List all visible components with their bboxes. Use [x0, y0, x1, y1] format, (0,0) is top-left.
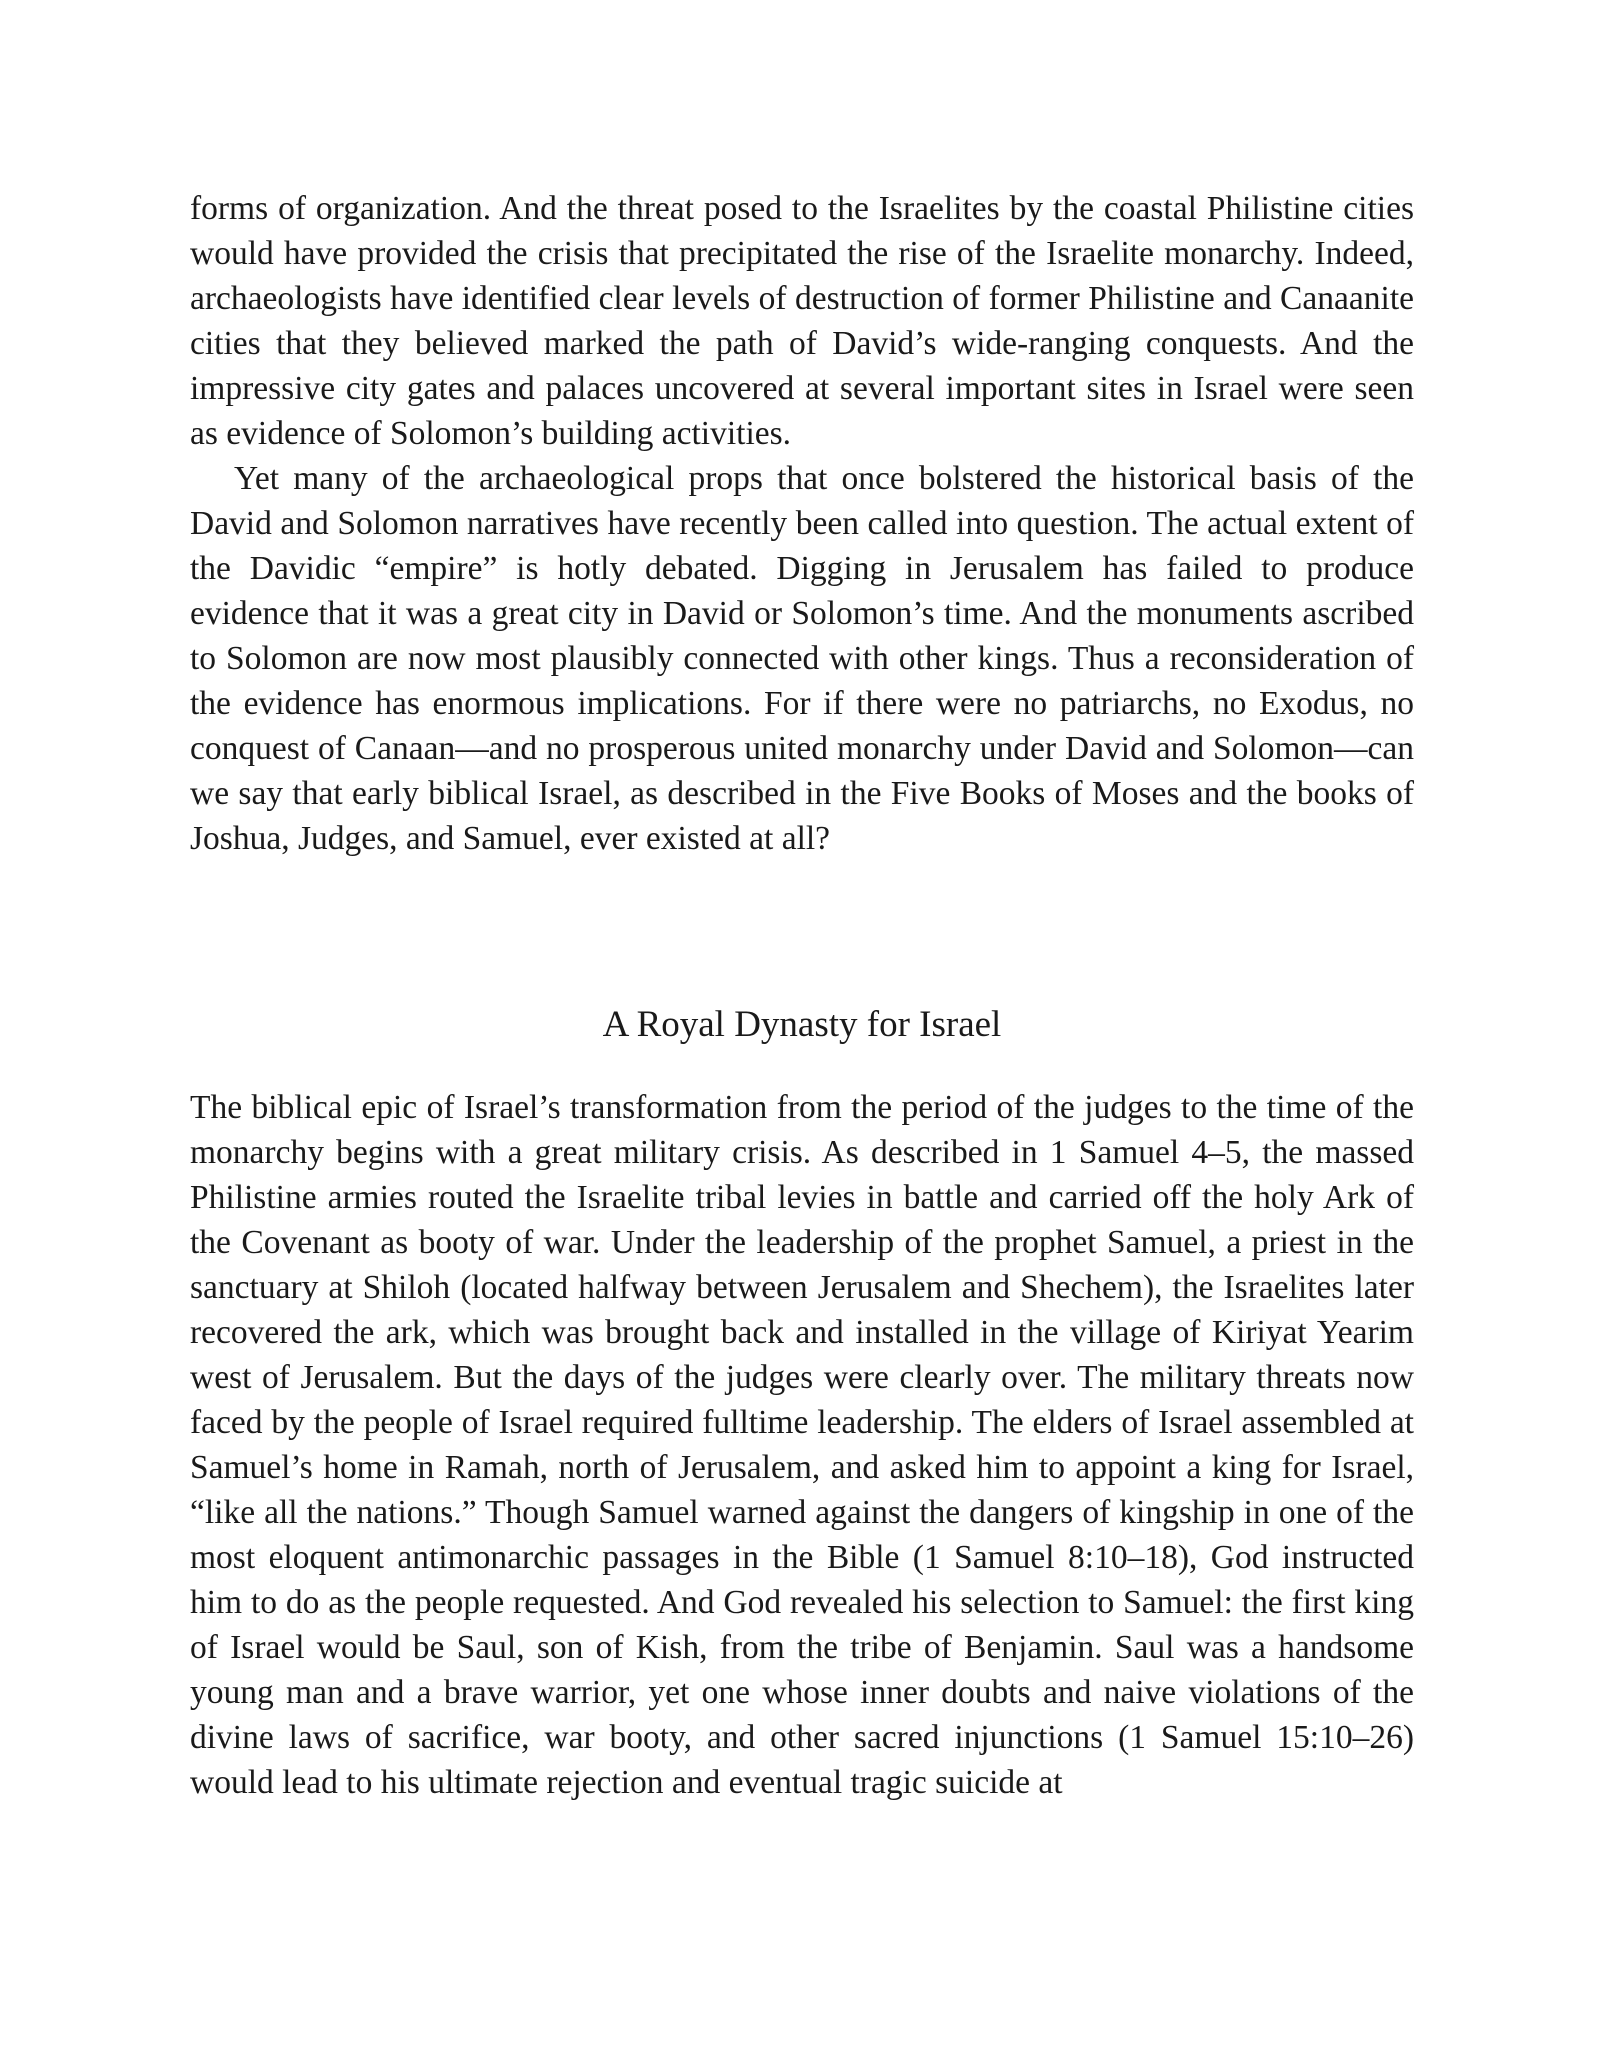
paragraph-continuation: forms of organization. And the threat posed to the Israelites by the coastal Philistine cities would have provided the crisis that precipitated the rise of the Israelite monarchy. Indeed, archaeologists have identified clear levels of destruction of former Philistine and Canaanite cities that they believed marked the path of David’s wide-ranging conquests. And the impressive city gates and palaces uncovered at several important sites in Israel were seen as evidence of Solomon’s building activities. [190, 190, 1414, 452]
section-heading: A Royal Dynasty for Israel [602, 1004, 1002, 1045]
paragraph-royal-dynasty: The biblical epic of Israel’s transformation from the period of the judges to the time of the monarchy begins with a great military crisis. As described in 1 Samuel 4–5, the massed Philistine armies routed the Israelite tribal levies in battle and carried off the holy Ark of the Covenant as booty of war. Under the leadership of the prophet Samuel, a priest in the sanctuary at Shiloh (located halfway between Jerusalem and Shechem), the Israelites later recovered the ark, which was brought back and installed in the village of Kiriyat Yearim west of Jerusalem. But the days of the judges were clearly over. The military threats now faced by the people of Israel required fulltime leadership. The elders of Israel assembled at Samuel’s home in Ramah, north of Jerusalem, and asked him to appoint a king for Israel, “like all the nations.” Though Samuel warned against the dangers of kingship in one of the most eloquent antimonarchic passages in the Bible (1 Samuel 8:10–18), God instructed him to do as the people requested. And God revealed his selection to Samuel: the first king of Israel would be Saul, son of Kish, from the tribe of Benjamin. Saul was a handsome young man and a brave warrior, yet one whose inner doubts and naive violations of the divine laws of sacrifice, war booty, and other sacred injunctions (1 Samuel 15:10–26) would lead to his ultimate rejection and eventual tragic suicide at [190, 1089, 1414, 1801]
body-text-top [190, 186, 1414, 861]
paragraph-archaeological-props: Yet many of the archaeological props that once bolstered the historical basis of the David and Solomon narratives have recently been called into question. The actual extent of the Davidic “empire” is hotly debated. Digging in Jerusalem has failed to produce evidence that it was a great city in David or Solomon’s time. And the monuments ascribed to Solomon are now most plausibly connected with other kings. Thus a reconsideration of the evidence has enormous implications. For if there were no patriarchs, no Exodus, no conquest of Canaan—and no prosperous united monarchy under David and Solomon—can we say that early biblical Israel, as described in the Five Books of Moses and the books of Joshua, Judges, and Samuel, ever existed at all? [190, 460, 1414, 857]
body-text-section [190, 1085, 1414, 1805]
